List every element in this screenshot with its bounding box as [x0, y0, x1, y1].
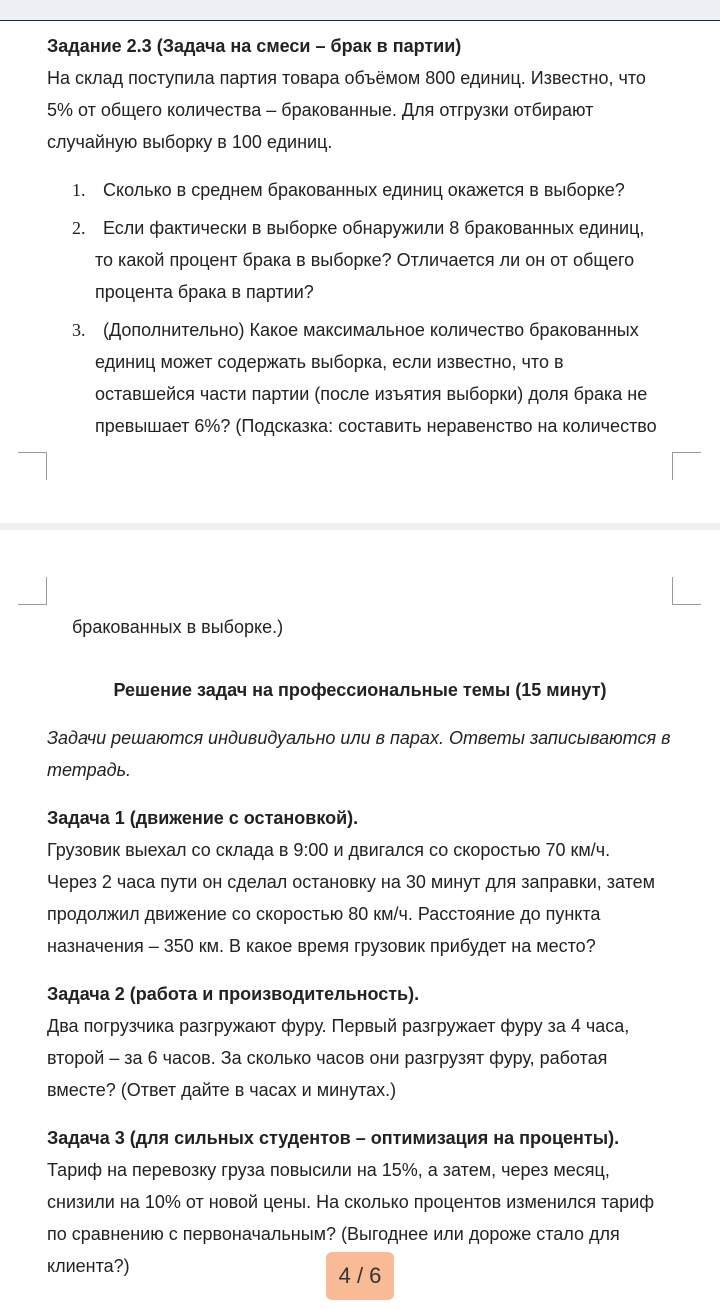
page-separator	[0, 523, 720, 530]
task-line: второй – за 6 часов. За сколько часов они разгрузят фуру, работая	[47, 1048, 608, 1068]
task-line: Тариф на перевозку груза повысили на 15%, а затем, через месяц,	[47, 1160, 610, 1180]
instruction-line: Задачи решаются индивидуально или в парах. Ответы записываются в	[47, 728, 671, 748]
task-2-3-title: Задание 2.3 (Задача на смеси – брак в партии)	[47, 36, 462, 56]
question-line: (Дополнительно) Какое максимальное количество бракованных	[103, 320, 639, 340]
viewer-top-bar	[0, 0, 720, 21]
question-line: превышает 6%? (Подсказка: составить неравенство на количество	[95, 416, 657, 436]
question-line: процента брака в партии?	[95, 282, 314, 302]
question-line: единиц может содержать выборка, если известно, что в	[95, 352, 564, 372]
page-corner-mark	[18, 452, 47, 480]
question-line: Сколько в среднем бракованных единиц окажется в выборке?	[103, 180, 625, 200]
page-indicator: 4 / 6	[326, 1252, 394, 1300]
task-line: по сравнению с первоначальным? (Выгоднее или дороже стало для	[47, 1224, 620, 1244]
section-heading: Решение задач на профессиональные темы (15 минут)	[113, 680, 607, 700]
task-line: клиента?)	[47, 1256, 130, 1276]
intro-line: случайную выборку в 100 единиц.	[47, 132, 333, 152]
page-corner-mark	[672, 577, 701, 605]
task-2-title: Задача 2 (работа и производительность).	[47, 984, 420, 1004]
task-line: назначения – 350 км. В какое время грузовик прибудет на место?	[47, 936, 596, 956]
question-number: 1.	[72, 180, 86, 200]
task-line: снизили на 10% от новой цены. На сколько процентов изменился тариф	[47, 1192, 655, 1212]
page-corner-mark	[672, 452, 701, 480]
intro-line: 5% от общего количества – бракованные. Для отгрузки отбирают	[47, 100, 594, 120]
question-number: 2.	[72, 218, 86, 238]
question-continuation: бракованных в выборке.)	[72, 617, 284, 637]
question-line: оставшейся части партии (после изъятия выборки) доля брака не	[95, 384, 648, 404]
task-3-title: Задача 3 (для сильных студентов – оптимизация на проценты).	[47, 1128, 620, 1148]
question-line: то какой процент брака в выборке? Отличается ли он от общего	[95, 250, 635, 270]
instruction-line: тетрадь.	[47, 760, 132, 780]
intro-line: На склад поступила партия товара объёмом 800 единиц. Известно, что	[47, 68, 646, 88]
task-1-title: Задача 1 (движение с остановкой).	[47, 808, 359, 828]
task-line: Грузовик выехал со склада в 9:00 и двигался со скоростью 70 км/ч.	[47, 840, 611, 860]
task-line: продолжил движение со скоростью 80 км/ч. Расстояние до пункта	[47, 904, 601, 924]
task-line: вместе? (Ответ дайте в часах и минутах.)	[47, 1080, 397, 1100]
task-line: Через 2 часа пути он сделал остановку на 30 минут для заправки, затем	[47, 872, 656, 892]
page-corner-mark	[18, 577, 47, 605]
question-line: Если фактически в выборке обнаружили 8 бракованных единиц,	[103, 218, 645, 238]
question-number: 3.	[72, 320, 86, 340]
task-line: Два погрузчика разгружают фуру. Первый разгружает фуру за 4 часа,	[47, 1016, 630, 1036]
